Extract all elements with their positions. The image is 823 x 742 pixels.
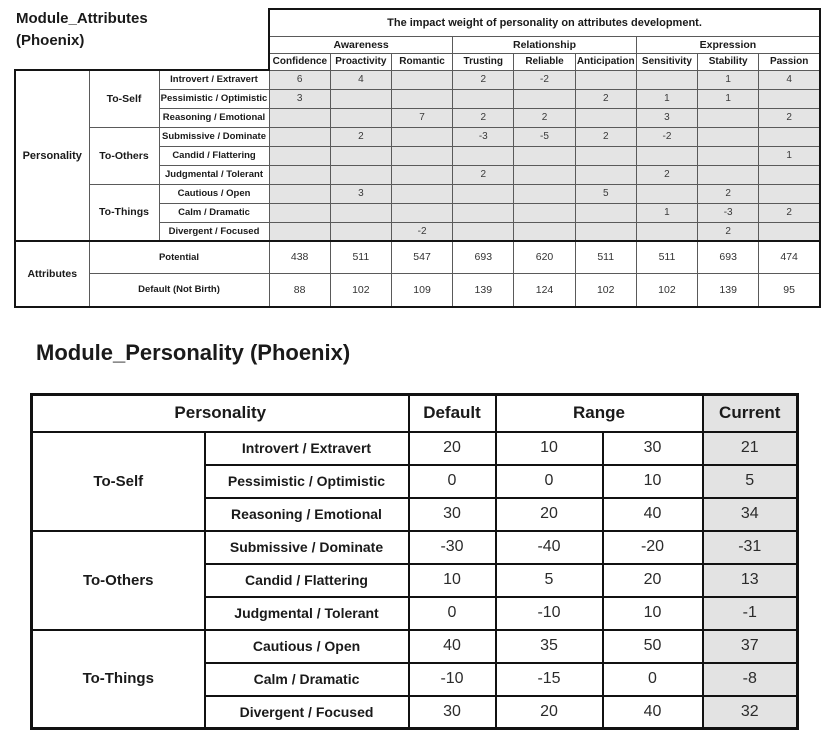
range-max-value: 0 <box>603 663 703 696</box>
personality-section-label: Personality <box>15 70 89 241</box>
weight-cell: 2 <box>514 108 575 127</box>
weight-cell: 1 <box>636 203 697 222</box>
range-min-value: 5 <box>496 564 603 597</box>
default-value: -10 <box>409 663 496 696</box>
trait-label: Submissive / Dominate <box>159 127 269 146</box>
default-cell: 139 <box>453 273 514 307</box>
trait-label: Judgmental / Tolerant <box>205 597 409 630</box>
weight-cell: -2 <box>514 70 575 89</box>
weight-cell <box>391 127 452 146</box>
default-cell: 139 <box>698 273 759 307</box>
weight-cell: -2 <box>636 127 697 146</box>
range-max-value: 50 <box>603 630 703 663</box>
default-value: 30 <box>409 498 496 531</box>
weight-cell <box>453 89 514 108</box>
column-header-reliable: Reliable <box>514 53 575 70</box>
potential-cell: 547 <box>391 241 452 273</box>
default-cell: 102 <box>636 273 697 307</box>
weight-cell <box>330 203 391 222</box>
weight-cell <box>391 165 452 184</box>
weight-cell <box>453 184 514 203</box>
weight-cell <box>391 184 452 203</box>
weight-cell <box>759 222 820 241</box>
current-value: -1 <box>703 597 798 630</box>
weight-cell: 2 <box>698 222 759 241</box>
weight-cell <box>575 203 636 222</box>
header-current: Current <box>703 395 798 432</box>
trait-label: Cautious / Open <box>159 184 269 203</box>
weight-cell: 1 <box>759 146 820 165</box>
group-header-relationship: Relationship <box>453 36 637 53</box>
range-min-value: 35 <box>496 630 603 663</box>
weight-cell <box>636 222 697 241</box>
trait-label: Submissive / Dominate <box>205 531 409 564</box>
weight-cell: 2 <box>453 108 514 127</box>
range-max-value: 40 <box>603 498 703 531</box>
column-header-romantic: Romantic <box>391 53 452 70</box>
weight-cell: -2 <box>391 222 452 241</box>
weight-cell <box>453 222 514 241</box>
weight-cell <box>759 184 820 203</box>
potential-cell: 511 <box>575 241 636 273</box>
current-value: 13 <box>703 564 798 597</box>
weight-cell: 4 <box>759 70 820 89</box>
weight-cell: 4 <box>330 70 391 89</box>
current-value: -31 <box>703 531 798 564</box>
column-header-anticipation: Anticipation <box>575 53 636 70</box>
header-range: Range <box>496 395 703 432</box>
default-value: 40 <box>409 630 496 663</box>
weight-cell <box>453 203 514 222</box>
weight-cell: 1 <box>698 70 759 89</box>
trait-label: Judgmental / Tolerant <box>159 165 269 184</box>
trait-label: Reasoning / Emotional <box>159 108 269 127</box>
trait-label: Candid / Flattering <box>205 564 409 597</box>
current-value: 32 <box>703 696 798 729</box>
weight-cell <box>330 89 391 108</box>
group-label-to-self: To-Self <box>32 432 205 531</box>
trait-label: Calm / Dramatic <box>205 663 409 696</box>
weight-cell: 2 <box>759 203 820 222</box>
weight-cell: 5 <box>575 184 636 203</box>
potential-label: Potential <box>89 241 269 273</box>
weight-cell <box>391 70 452 89</box>
weight-cell: 3 <box>269 89 330 108</box>
range-min-value: -40 <box>496 531 603 564</box>
potential-cell: 474 <box>759 241 820 273</box>
potential-cell: 693 <box>453 241 514 273</box>
potential-cell: 438 <box>269 241 330 273</box>
range-min-value: 0 <box>496 465 603 498</box>
row-group-to-things: To-Things <box>89 184 159 241</box>
weight-cell: 2 <box>453 70 514 89</box>
default-value: -30 <box>409 531 496 564</box>
range-max-value: -20 <box>603 531 703 564</box>
default-cell: 95 <box>759 273 820 307</box>
weight-cell: 7 <box>391 108 452 127</box>
default-cell: 124 <box>514 273 575 307</box>
potential-cell: 511 <box>636 241 697 273</box>
group-label-to-others: To-Others <box>32 531 205 630</box>
weight-cell <box>514 203 575 222</box>
attributes-module-title-line1: Module_Attributes <box>16 10 148 27</box>
weight-cell: 1 <box>698 89 759 108</box>
current-value: 21 <box>703 432 798 465</box>
trait-label: Pessimistic / Optimistic <box>205 465 409 498</box>
weight-cell <box>269 184 330 203</box>
impact-weight-header: The impact weight of personality on attributes development. <box>269 9 820 36</box>
weight-cell: 2 <box>575 127 636 146</box>
weight-cell <box>453 146 514 165</box>
trait-label: Candid / Flattering <box>159 146 269 165</box>
default-value: 30 <box>409 696 496 729</box>
weight-cell <box>698 127 759 146</box>
weight-cell <box>269 222 330 241</box>
weight-cell: 3 <box>636 108 697 127</box>
weight-cell <box>575 70 636 89</box>
default-cell: 102 <box>330 273 391 307</box>
range-min-value: 20 <box>496 498 603 531</box>
row-group-to-self: To-Self <box>89 70 159 127</box>
default-value: 0 <box>409 597 496 630</box>
column-header-passion: Passion <box>759 53 820 70</box>
row-group-to-others: To-Others <box>89 127 159 184</box>
trait-label: Reasoning / Emotional <box>205 498 409 531</box>
current-value: 5 <box>703 465 798 498</box>
column-header-confidence: Confidence <box>269 53 330 70</box>
weight-cell: 2 <box>698 184 759 203</box>
weight-cell <box>636 70 697 89</box>
attributes-module-title-line2: (Phoenix) <box>16 32 85 49</box>
trait-label: Divergent / Focused <box>205 696 409 729</box>
weight-cell <box>269 146 330 165</box>
weight-cell <box>698 108 759 127</box>
group-header-awareness: Awareness <box>269 36 453 53</box>
weight-cell <box>575 108 636 127</box>
range-max-value: 40 <box>603 696 703 729</box>
weight-cell <box>514 184 575 203</box>
weight-cell: 6 <box>269 70 330 89</box>
weight-cell <box>514 222 575 241</box>
range-max-value: 20 <box>603 564 703 597</box>
potential-cell: 693 <box>698 241 759 273</box>
attributes-section-label: Attributes <box>15 241 89 307</box>
header-default: Default <box>409 395 496 432</box>
weight-cell <box>759 165 820 184</box>
weight-cell <box>330 146 391 165</box>
weight-cell <box>391 146 452 165</box>
range-min-value: -10 <box>496 597 603 630</box>
group-header-expression: Expression <box>636 36 820 53</box>
column-header-proactivity: Proactivity <box>330 53 391 70</box>
trait-label: Divergent / Focused <box>159 222 269 241</box>
personality-module-title: Module_Personality (Phoenix) <box>36 340 351 365</box>
range-max-value: 10 <box>603 597 703 630</box>
weight-cell <box>330 222 391 241</box>
trait-label: Calm / Dramatic <box>159 203 269 222</box>
weight-cell: 2 <box>453 165 514 184</box>
weight-cell <box>269 165 330 184</box>
weight-cell: 2 <box>759 108 820 127</box>
personality-table <box>30 393 799 730</box>
weight-cell <box>330 165 391 184</box>
group-label-to-things: To-Things <box>32 630 205 729</box>
trait-label: Introvert / Extravert <box>159 70 269 89</box>
default-value: 20 <box>409 432 496 465</box>
attributes-weight-table <box>14 8 821 308</box>
weight-cell <box>759 127 820 146</box>
header-personality: Personality <box>32 395 409 432</box>
weight-cell <box>575 146 636 165</box>
weight-cell <box>391 89 452 108</box>
range-min-value: 10 <box>496 432 603 465</box>
weight-cell <box>514 146 575 165</box>
weight-cell: -3 <box>453 127 514 146</box>
weight-cell <box>269 127 330 146</box>
weight-cell <box>269 108 330 127</box>
weight-cell: 1 <box>636 89 697 108</box>
default-value: 10 <box>409 564 496 597</box>
weight-cell: 2 <box>575 89 636 108</box>
weight-cell: 3 <box>330 184 391 203</box>
potential-cell: 620 <box>514 241 575 273</box>
default-value: 0 <box>409 465 496 498</box>
default-cell: 102 <box>575 273 636 307</box>
weight-cell <box>575 165 636 184</box>
potential-cell: 511 <box>330 241 391 273</box>
weight-cell <box>636 184 697 203</box>
current-value: 37 <box>703 630 798 663</box>
default-cell: 88 <box>269 273 330 307</box>
weight-cell <box>636 146 697 165</box>
attributes-module-title <box>16 8 148 52</box>
default-cell: 109 <box>391 273 452 307</box>
current-value: -8 <box>703 663 798 696</box>
weight-cell <box>269 203 330 222</box>
default-label: Default (Not Birth) <box>89 273 269 307</box>
weight-cell <box>330 108 391 127</box>
column-header-trusting: Trusting <box>453 53 514 70</box>
weight-cell: 2 <box>636 165 697 184</box>
weight-cell: -5 <box>514 127 575 146</box>
weight-cell <box>391 203 452 222</box>
range-min-value: 20 <box>496 696 603 729</box>
weight-cell <box>698 146 759 165</box>
weight-cell: 2 <box>330 127 391 146</box>
range-max-value: 10 <box>603 465 703 498</box>
current-value: 34 <box>703 498 798 531</box>
weight-cell: -3 <box>698 203 759 222</box>
trait-label: Cautious / Open <box>205 630 409 663</box>
trait-label: Introvert / Extravert <box>205 432 409 465</box>
column-header-stability: Stability <box>698 53 759 70</box>
weight-cell <box>698 165 759 184</box>
weight-cell <box>514 89 575 108</box>
column-header-sensitivity: Sensitivity <box>636 53 697 70</box>
range-min-value: -15 <box>496 663 603 696</box>
weight-cell <box>759 89 820 108</box>
range-max-value: 30 <box>603 432 703 465</box>
weight-cell <box>514 165 575 184</box>
weight-cell <box>575 222 636 241</box>
trait-label: Pessimistic / Optimistic <box>159 89 269 108</box>
